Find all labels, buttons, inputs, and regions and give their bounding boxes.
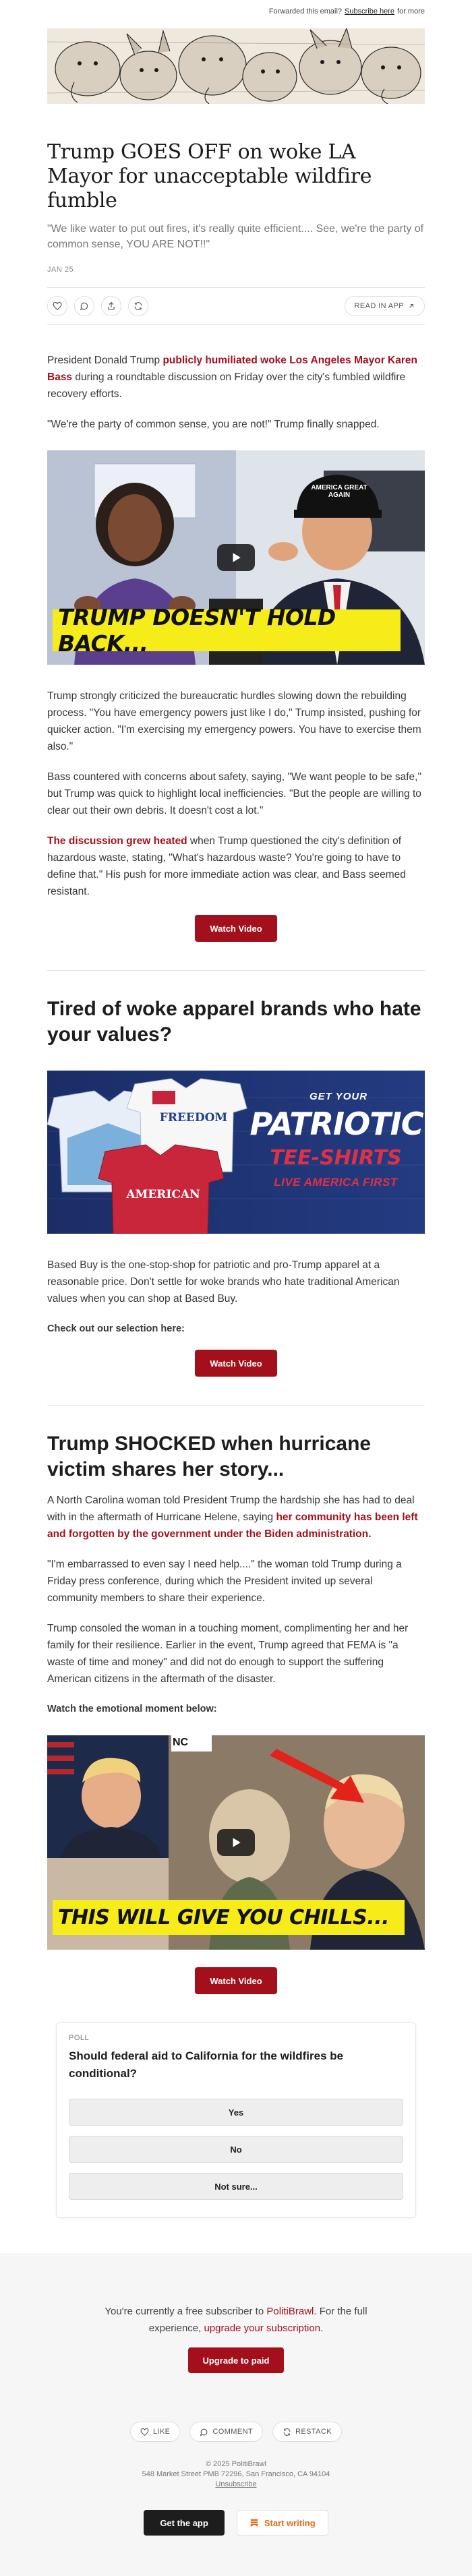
substack-icon (249, 2518, 259, 2527)
promo-banner-image[interactable] (47, 1071, 425, 1234)
arrow-up-right-icon (408, 303, 415, 309)
promo-patriotic: PATRIOTIC (249, 1106, 423, 1142)
story2-button-wrap (47, 1967, 425, 1994)
upgrade-to-paid-button[interactable]: Upgrade to paid (188, 2347, 285, 2373)
story1-video-thumbnail[interactable] (47, 450, 425, 665)
story1-link-karen-bass[interactable]: publicly humiliated woke Los Angeles Mayor Karen Bass (47, 355, 417, 383)
app-buttons (0, 2510, 472, 2536)
poll-widget (56, 2023, 416, 2218)
subscriber-note-end: . (320, 2323, 324, 2334)
footer-comment-button[interactable] (189, 2422, 263, 2442)
promo-cta-text[interactable]: Check out our selection here: (47, 1323, 185, 1334)
elephant-donkey-illustration (47, 28, 425, 104)
poll-option-not-sure[interactable]: Not sure... (69, 2173, 403, 2200)
subscribe-link[interactable]: Subscribe here (345, 7, 395, 16)
promo-live-america-first: LIVE AMERICA FIRST (274, 1176, 398, 1189)
heart-icon (53, 301, 62, 311)
post-actions (47, 296, 148, 316)
comment-icon (200, 2428, 208, 2436)
play-icon (230, 1836, 242, 1849)
poll-label: POLL (69, 2034, 90, 2042)
story1-paragraph-4: Bass countered with concerns about safety, saying, "We want people to be safe," but Trump was quick to highlight local inefficiencies. "But the people are willing to clear out their own debris. It doesn't cost a lot." (47, 771, 421, 816)
mailing-address: 548 Market Street PMB 72296, San Francisco, CA 94104 (142, 2470, 330, 2478)
subscriber-note-text: You're currently a free subscriber to (105, 2306, 267, 2317)
story1-paragraph-1 (47, 352, 425, 402)
unsubscribe-link[interactable]: Unsubscribe (215, 2480, 257, 2488)
forward-bar (0, 0, 472, 23)
upgrade-subscription-link[interactable]: upgrade your subscription (204, 2323, 321, 2334)
shirt-word-freedom: FREEDOM (159, 1111, 228, 1125)
poll-question: Should federal aid to California for the wildfires be conditional? (69, 2049, 344, 2080)
post-subtitle: "We like water to put out fires, it's really quite efficient.... See, we're the party of common sense, YOU ARE NOT!!" (47, 223, 424, 250)
video-tag-nc: NC (173, 1737, 189, 1748)
divider (47, 1405, 425, 1406)
shirt-word-american: AMERICAN (126, 1188, 200, 1201)
copyright: © 2025 PolitiBrawl (205, 2460, 267, 2468)
footer-like-button[interactable] (130, 2422, 180, 2442)
story1-button-wrap (47, 915, 425, 942)
share-icon (107, 301, 116, 311)
story1-paragraph-5 (47, 833, 425, 900)
start-writing-button[interactable] (237, 2510, 328, 2536)
promo-paragraph: Based Buy is the one-stop-shop for patriotic and pro-Trump apparel at a reasonable price. Don't settle for woke brands who hate traditional American values when you can shop at Based Buy. (47, 1259, 400, 1305)
story1-paragraph-3: Trump strongly criticized the bureaucratic hurdles slowing down the rebuilding process. "You have emergency powers just like I do," Trump insisted, pushing for quicker action. "I'm exercising my emergency powers. You have to exercise them also." (47, 690, 421, 752)
copyright-block (0, 2459, 472, 2490)
footer-comment-label: COMMENT (212, 2428, 254, 2436)
promo-tee-shirts: TEE-SHIRTS (270, 1146, 402, 1170)
footer-like-label: LIKE (152, 2428, 171, 2436)
story1-p5-text: when Trump questioned the city's definition of hazardous waste, stating, "What's hazardous waste? You're going to have to define that." His push for more immediate action was clear, and Bass seemed resistant. (47, 835, 406, 897)
footer-restack-label: RESTACK (295, 2428, 332, 2436)
hat-text: AMERICA GREAT AGAIN (311, 484, 367, 499)
promo-heading: Tired of woke apparel brands who hate your values? (47, 998, 421, 1046)
story2-paragraph-1 (47, 1492, 425, 1542)
upgrade-button-wrap (0, 2347, 472, 2373)
story2-video-thumbnail[interactable] (47, 1735, 425, 1950)
forward-suffix: for more (397, 7, 425, 16)
promo-button-wrap (47, 1350, 425, 1377)
play-icon (230, 551, 242, 564)
comment-icon (80, 301, 89, 311)
promo-get-your: GET YOUR (309, 1091, 368, 1102)
get-the-app-button[interactable]: Get the app (144, 2510, 225, 2536)
publication-link[interactable]: PolitiBrawl (266, 2306, 314, 2317)
story1-p1-text: President Donald Trump (47, 355, 163, 366)
divider (47, 970, 425, 971)
header-banner-image (47, 28, 425, 104)
subscriber-note (88, 2303, 384, 2337)
comment-button[interactable] (74, 296, 94, 316)
post-date: JAN 25 (47, 266, 74, 274)
watch-video-button[interactable]: Watch Video (195, 915, 276, 942)
read-in-app-button[interactable] (345, 296, 425, 316)
post-action-bar (47, 287, 425, 325)
poll-option-no[interactable]: No (69, 2136, 403, 2163)
footer-actions (0, 2422, 472, 2442)
story2-link-forgotten[interactable]: her community has been left and forgotten by the government under the Biden administration. (47, 1511, 418, 1540)
story2-cta-text[interactable]: Watch the emotional moment below: (47, 1704, 217, 1714)
like-button[interactable] (47, 296, 67, 316)
forward-text: Forwarded this email? (268, 7, 343, 16)
story1-link-discussion[interactable]: The discussion grew heated (47, 835, 187, 847)
story1-p1-text-end: during a roundtable discussion on Friday over the city's fumbled wildfire recovery efforts. (47, 371, 406, 400)
subscriber-note-mid: . For the full experience, (148, 2306, 367, 2334)
video-caption: TRUMP DOESN'T HOLD BACK... (53, 609, 401, 651)
story2-p1-text: A North Carolina woman told President Trump the hardship she has had to deal with in the aftermath of Hurricane Helene, saying (47, 1495, 415, 1523)
heart-icon (140, 2428, 149, 2436)
footer (0, 2253, 472, 2576)
story2-paragraph-2: "I'm embarrassed to even say I need help...." the woman told Trump during a Friday press conference, during which the President invited up several community members to share their experience. (47, 1559, 402, 1604)
story2-paragraph-3: Trump consoled the woman in a touching moment, complimenting her and her family for their resilience. Earlier in the event, Trump agreed that FEMA is "a waste of time and money" and did not do enough to support the suffering American citizens in the aftermath of the disaster. (47, 1623, 409, 1685)
restack-icon (283, 2428, 291, 2436)
start-writing-label: Start writing (264, 2517, 316, 2528)
story2-heading: Trump SHOCKED when hurricane victim shares her story... (47, 1433, 372, 1480)
play-button[interactable] (217, 544, 255, 571)
video-caption: THIS WILL GIVE YOU CHILLS... (53, 1900, 405, 1935)
story2-watch-video-button[interactable]: Watch Video (195, 1967, 276, 1994)
play-button[interactable] (217, 1829, 255, 1856)
share-button[interactable] (101, 296, 121, 316)
restack-icon (134, 301, 143, 311)
post-title: Trump GOES OFF on woke LA Mayor for unacceptable wildfire fumble (47, 140, 372, 212)
poll-option-yes[interactable]: Yes (69, 2099, 403, 2126)
restack-button[interactable] (128, 296, 148, 316)
story1-paragraph-2: "We're the party of common sense, you are not!" Trump finally snapped. (47, 419, 380, 430)
footer-restack-button[interactable] (272, 2422, 342, 2442)
promo-watch-video-button[interactable]: Watch Video (195, 1350, 276, 1377)
read-in-app-label: READ IN APP (354, 302, 404, 310)
